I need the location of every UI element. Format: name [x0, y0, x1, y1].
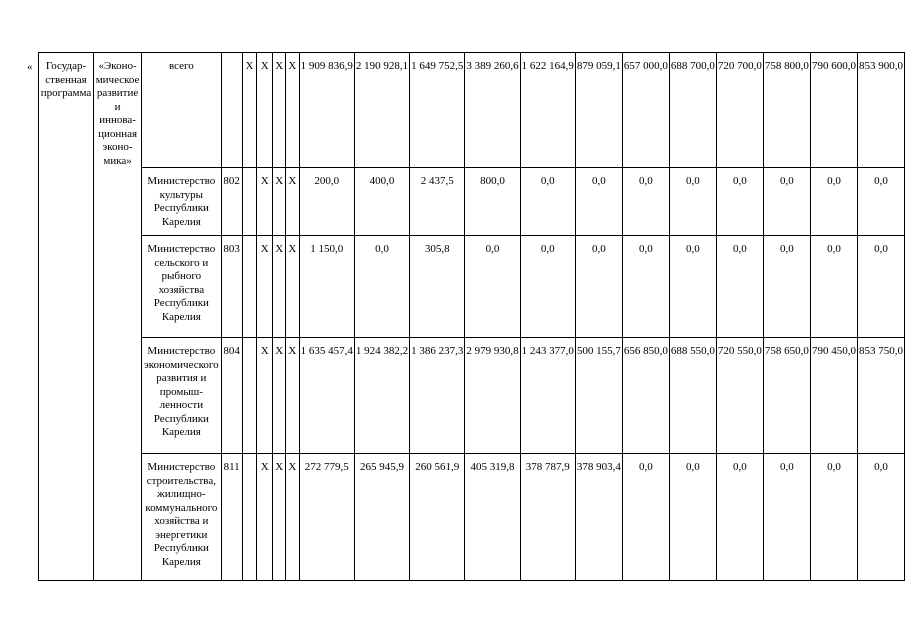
table-row: [39, 454, 905, 581]
amount-cell: 853 750,0: [858, 338, 905, 454]
amount-cell: 265 945,9: [354, 454, 409, 581]
table-row: [39, 236, 905, 338]
amount-cell: 0,0: [669, 454, 716, 581]
x-mark-cell: Х: [286, 236, 300, 338]
x-mark-cell: [242, 338, 256, 454]
opening-quote-mark: «: [27, 61, 33, 73]
amount-cell: 0,0: [763, 236, 810, 338]
amount-cell: 0,0: [354, 236, 409, 338]
amount-cell: 0,0: [669, 236, 716, 338]
amount-cell: 0,0: [716, 168, 763, 236]
amount-cell: 0,0: [858, 454, 905, 581]
executor-cell: Министерство строительства, жилищно- коммунального хозяйства и энергетики Республики Карелия: [142, 454, 221, 581]
amount-cell: 0,0: [810, 236, 857, 338]
amount-cell: 657 000,0: [622, 53, 669, 168]
x-mark-cell: Х: [273, 454, 286, 581]
code-cell: 803: [221, 236, 242, 338]
program-name-cell: «Эконо- мическое развитие и иннова- ционная эконо- мика»: [94, 53, 142, 581]
amount-cell: 790 450,0: [810, 338, 857, 454]
amount-cell: 0,0: [858, 168, 905, 236]
amount-cell: 378 787,9: [520, 454, 575, 581]
x-mark-cell: Х: [273, 168, 286, 236]
table-row: [39, 168, 905, 236]
x-mark-cell: [242, 236, 256, 338]
x-mark-cell: Х: [257, 53, 273, 168]
amount-cell: 688 550,0: [669, 338, 716, 454]
amount-cell: 0,0: [575, 236, 622, 338]
x-mark-cell: [242, 168, 256, 236]
amount-cell: 720 700,0: [716, 53, 763, 168]
amount-cell: 0,0: [622, 236, 669, 338]
x-mark-cell: Х: [273, 338, 286, 454]
amount-cell: 0,0: [669, 168, 716, 236]
code-cell: 811: [221, 454, 242, 581]
amount-cell: 1 909 836,9: [299, 53, 354, 168]
amount-cell: 2 190 928,1: [354, 53, 409, 168]
amount-cell: 853 900,0: [858, 53, 905, 168]
x-mark-cell: Х: [286, 53, 300, 168]
amount-cell: 1 386 237,3: [410, 338, 465, 454]
amount-cell: 0,0: [810, 454, 857, 581]
amount-cell: 0,0: [858, 236, 905, 338]
amount-cell: 405 319,8: [465, 454, 520, 581]
budget-table: [38, 52, 905, 581]
amount-cell: 0,0: [520, 168, 575, 236]
amount-cell: 1 635 457,4: [299, 338, 354, 454]
executor-cell: всего: [142, 53, 221, 168]
amount-cell: 688 700,0: [669, 53, 716, 168]
amount-cell: 2 437,5: [410, 168, 465, 236]
amount-cell: 400,0: [354, 168, 409, 236]
amount-cell: 0,0: [716, 236, 763, 338]
executor-cell: Министерство экономического развития и промыш- ленности Республики Карелия: [142, 338, 221, 454]
amount-cell: 0,0: [622, 168, 669, 236]
x-mark-cell: Х: [257, 236, 273, 338]
amount-cell: 656 850,0: [622, 338, 669, 454]
x-mark-cell: Х: [257, 168, 273, 236]
amount-cell: 378 903,4: [575, 454, 622, 581]
x-mark-cell: Х: [286, 168, 300, 236]
amount-cell: 1 243 377,0: [520, 338, 575, 454]
amount-cell: 0,0: [465, 236, 520, 338]
amount-cell: 0,0: [763, 168, 810, 236]
amount-cell: 0,0: [716, 454, 763, 581]
x-mark-cell: Х: [257, 338, 273, 454]
amount-cell: 2 979 930,8: [465, 338, 520, 454]
table-row: [39, 53, 905, 168]
amount-cell: 500 155,7: [575, 338, 622, 454]
amount-cell: 260 561,9: [410, 454, 465, 581]
x-mark-cell: Х: [273, 236, 286, 338]
amount-cell: 1 924 382,2: [354, 338, 409, 454]
amount-cell: 758 650,0: [763, 338, 810, 454]
amount-cell: 879 059,1: [575, 53, 622, 168]
table-row: [39, 338, 905, 454]
executor-cell: Министерство культуры Республики Карелия: [142, 168, 221, 236]
program-type-cell: Государ- ственная программа: [39, 53, 94, 581]
amount-cell: 0,0: [575, 168, 622, 236]
amount-cell: 272 779,5: [299, 454, 354, 581]
amount-cell: 305,8: [410, 236, 465, 338]
x-mark-cell: [242, 454, 256, 581]
x-mark-cell: Х: [257, 454, 273, 581]
x-mark-cell: Х: [242, 53, 256, 168]
amount-cell: 3 389 260,6: [465, 53, 520, 168]
x-mark-cell: Х: [286, 454, 300, 581]
amount-cell: 0,0: [520, 236, 575, 338]
amount-cell: 200,0: [299, 168, 354, 236]
amount-cell: 0,0: [810, 168, 857, 236]
amount-cell: 0,0: [622, 454, 669, 581]
code-cell: [221, 53, 242, 168]
amount-cell: 1 649 752,5: [410, 53, 465, 168]
amount-cell: 720 550,0: [716, 338, 763, 454]
amount-cell: 1 150,0: [299, 236, 354, 338]
code-cell: 804: [221, 338, 242, 454]
amount-cell: 1 622 164,9: [520, 53, 575, 168]
executor-cell: Министерство сельского и рыбного хозяйства Республики Карелия: [142, 236, 221, 338]
code-cell: 802: [221, 168, 242, 236]
x-mark-cell: Х: [286, 338, 300, 454]
amount-cell: 0,0: [763, 454, 810, 581]
amount-cell: 790 600,0: [810, 53, 857, 168]
amount-cell: 758 800,0: [763, 53, 810, 168]
x-mark-cell: Х: [273, 53, 286, 168]
amount-cell: 800,0: [465, 168, 520, 236]
